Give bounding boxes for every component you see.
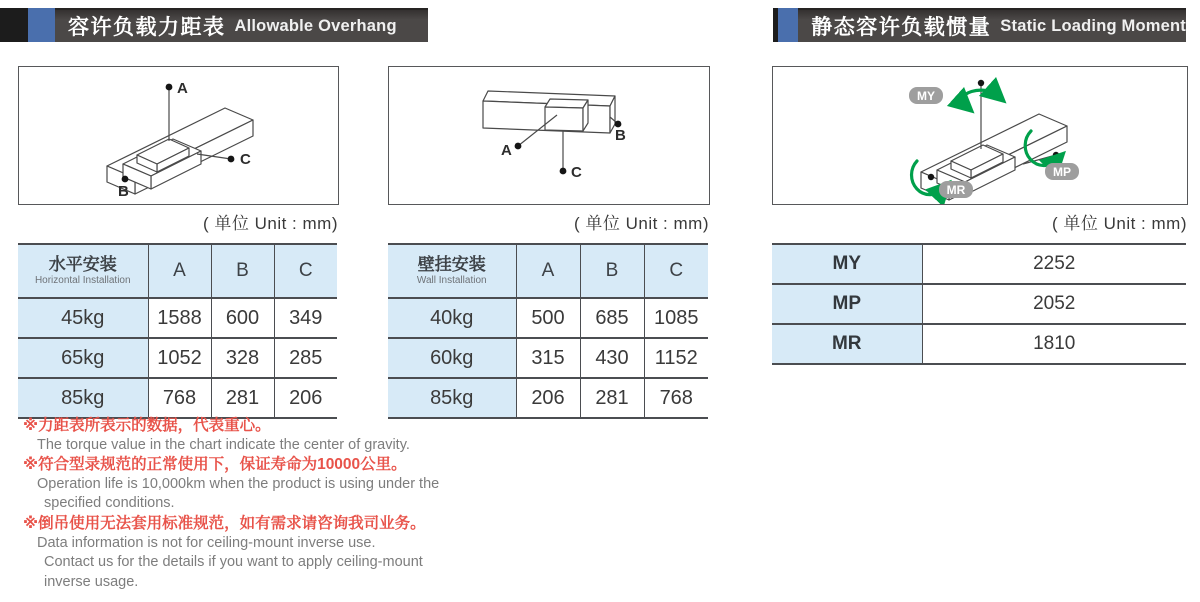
value-b: 281 bbox=[580, 378, 644, 418]
table-row bbox=[388, 298, 708, 338]
table-row bbox=[18, 338, 337, 378]
rail-isometric-drawing bbox=[19, 67, 338, 204]
load-label: 60kg bbox=[388, 338, 516, 378]
table-static-loading-moment bbox=[772, 243, 1186, 365]
header-zh: 壁挂安装 bbox=[417, 255, 486, 274]
value-c: 285 bbox=[274, 338, 337, 378]
section-title-zh: 静态容许负载惯量 bbox=[811, 16, 992, 39]
moment-label: MR bbox=[772, 324, 922, 364]
section-title-en: Allowable Overhang bbox=[234, 16, 397, 35]
header-en: Horizontal Installation bbox=[34, 275, 131, 286]
point-b-dot bbox=[122, 176, 129, 183]
table-row bbox=[772, 324, 1186, 364]
load-label: 45kg bbox=[18, 298, 148, 338]
mr-axis-dot bbox=[928, 174, 934, 180]
moment-label: MY bbox=[772, 244, 922, 284]
mr-badge-label: MR bbox=[946, 183, 966, 197]
unit-note: ( 单位 Unit : mm) bbox=[1052, 214, 1187, 233]
value-c: 1085 bbox=[644, 298, 708, 338]
unit-note: ( 单位 Unit : mm) bbox=[203, 214, 338, 233]
section-title-en: Static Loading Moment bbox=[1000, 16, 1186, 35]
footnote-en-2a: Operation life is 10,000km when the product is using under the bbox=[37, 475, 440, 492]
footnote-zh-1: ※力距表所表示的数据，代表重心。 bbox=[23, 417, 271, 434]
section-title-zh: 容许负载力距表 bbox=[68, 16, 226, 39]
value-b: 600 bbox=[211, 298, 274, 338]
point-a-label: A bbox=[177, 80, 188, 97]
rail-side-drawing bbox=[389, 67, 709, 204]
table-row bbox=[18, 378, 337, 418]
table-wall-installation bbox=[388, 243, 708, 419]
unit-note: ( 单位 Unit : mm) bbox=[574, 214, 709, 233]
value-a: 1052 bbox=[148, 338, 211, 378]
load-label: 65kg bbox=[18, 338, 148, 378]
mp-axis-dot bbox=[1053, 152, 1059, 158]
load-label: 40kg bbox=[388, 298, 516, 338]
table-header-row bbox=[388, 244, 708, 298]
table-row bbox=[18, 298, 337, 338]
value-a: 315 bbox=[516, 338, 580, 378]
point-b-label: B bbox=[615, 127, 626, 144]
value-c: 349 bbox=[274, 298, 337, 338]
point-c-label: C bbox=[240, 151, 251, 168]
footnotes bbox=[23, 416, 493, 592]
diagram-static-loading-moment bbox=[772, 66, 1188, 205]
mp-badge-label: MP bbox=[1053, 165, 1071, 179]
point-a-dot bbox=[166, 84, 173, 91]
value-b: 430 bbox=[580, 338, 644, 378]
diagram-wall-installation bbox=[388, 66, 710, 205]
column-header-b: B bbox=[211, 244, 274, 298]
value-c: 768 bbox=[644, 378, 708, 418]
header-zh: 水平安装 bbox=[48, 255, 117, 274]
my-rotation-arrow bbox=[962, 90, 997, 105]
table-row bbox=[388, 378, 708, 418]
point-a-label: A bbox=[501, 142, 512, 159]
value-b: 281 bbox=[211, 378, 274, 418]
footnote-zh-2: ※符合型录规范的正常使用下，保证寿命为10000公里。 bbox=[23, 456, 407, 474]
table-horizontal-installation bbox=[18, 243, 337, 419]
header-cell-installation bbox=[388, 244, 516, 298]
column-header-c: C bbox=[644, 244, 708, 298]
table-row bbox=[772, 284, 1186, 324]
column-header-c: C bbox=[274, 244, 337, 298]
moment-value: 1810 bbox=[922, 324, 1186, 364]
value-a: 1588 bbox=[148, 298, 211, 338]
column-header-b: B bbox=[580, 244, 644, 298]
value-b: 328 bbox=[211, 338, 274, 378]
rail-moment-drawing bbox=[773, 67, 1187, 204]
value-a: 500 bbox=[516, 298, 580, 338]
load-label: 85kg bbox=[388, 378, 516, 418]
column-header-a: A bbox=[148, 244, 211, 298]
header-blue-accent-square bbox=[28, 8, 55, 42]
table-row bbox=[772, 244, 1186, 284]
moment-value: 2052 bbox=[922, 284, 1186, 324]
point-c-dot bbox=[228, 156, 235, 163]
footnote-zh-3: ※倒吊使用无法套用标准规范，如有需求请咨询我司业务。 bbox=[23, 514, 426, 532]
header-bar-panel bbox=[798, 8, 1186, 42]
value-c: 1152 bbox=[644, 338, 708, 378]
point-a-dot bbox=[515, 143, 522, 150]
table-header-row bbox=[18, 244, 337, 298]
section-header-static-loading-moment bbox=[773, 8, 1186, 42]
footnote-en-3b: Contact us for the details if you want to apply ceiling-mount bbox=[44, 554, 423, 571]
header-cell-installation bbox=[18, 244, 148, 298]
footnote-en-2b: specified conditions. bbox=[44, 495, 175, 512]
point-c-dot bbox=[560, 168, 567, 175]
header-en: Wall Installation bbox=[416, 275, 487, 286]
footnote-en-3c: inverse usage. bbox=[44, 573, 139, 590]
section-header-allowable-overhang bbox=[0, 8, 428, 42]
load-label: 85kg bbox=[18, 378, 148, 418]
value-c: 206 bbox=[274, 378, 337, 418]
value-a: 768 bbox=[148, 378, 211, 418]
my-axis-dot bbox=[978, 80, 984, 86]
value-b: 685 bbox=[580, 298, 644, 338]
value-a: 206 bbox=[516, 378, 580, 418]
my-badge-label: MY bbox=[917, 89, 935, 103]
header-blue-accent-square bbox=[778, 8, 799, 42]
header-black-edge bbox=[0, 8, 28, 42]
point-b-label: B bbox=[118, 183, 129, 200]
column-header-a: A bbox=[516, 244, 580, 298]
point-c-label: C bbox=[571, 164, 582, 181]
header-bar-panel bbox=[55, 8, 428, 42]
moment-label: MP bbox=[772, 284, 922, 324]
moment-value: 2252 bbox=[922, 244, 1186, 284]
table-row bbox=[388, 338, 708, 378]
footnote-en-3a: Data information is not for ceiling-mount inverse use. bbox=[37, 534, 376, 551]
diagram-horizontal-installation bbox=[18, 66, 339, 205]
footnote-en-1: The torque value in the chart indicate the center of gravity. bbox=[37, 436, 410, 453]
